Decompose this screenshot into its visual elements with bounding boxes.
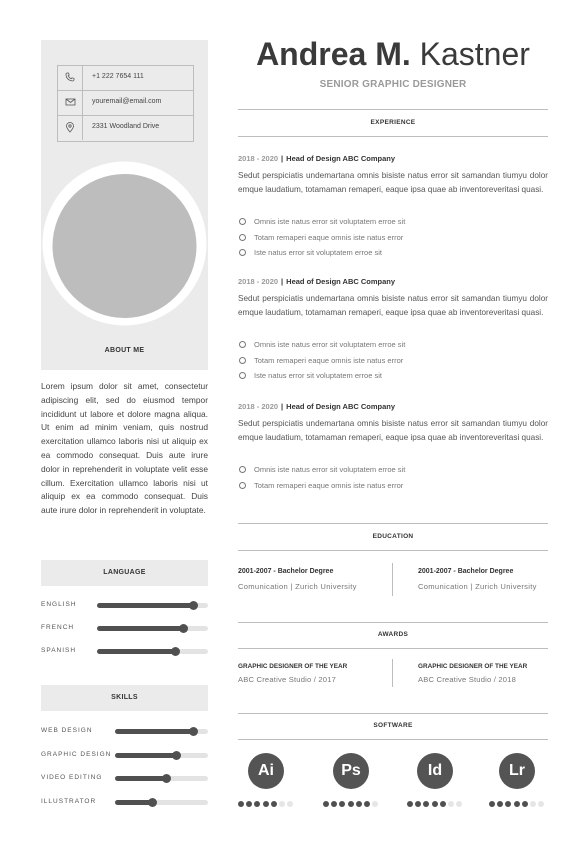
language-label: FRENCH — [41, 624, 75, 631]
rating-dot — [323, 801, 329, 807]
bullet-circle-icon — [239, 466, 246, 473]
job-role: Head of Design ABC Company — [286, 402, 396, 411]
language-level-knob — [179, 624, 188, 633]
illustrator-icon: Ai — [248, 753, 284, 789]
bullet-circle-icon — [239, 341, 246, 348]
skill-level-fill — [115, 753, 176, 758]
skill-level-knob — [148, 798, 157, 807]
divider — [238, 648, 548, 649]
job-bullet-text: Omnis iste natus error sit voluptatem erroe sit — [254, 340, 406, 349]
first-name: Andrea M. — [256, 36, 411, 72]
bullet-circle-icon — [239, 372, 246, 379]
skills-heading: SKILLS — [41, 685, 208, 711]
rating-dot — [246, 801, 252, 807]
rating-dot — [514, 801, 520, 807]
job-separator: | — [281, 277, 284, 286]
skill-level-bar — [115, 800, 208, 805]
education-school: Comunication | Zurich University — [418, 582, 537, 591]
rating-dot — [372, 801, 378, 807]
skill-label: VIDEO EDITING — [41, 774, 103, 781]
bullet-circle-icon — [239, 482, 246, 489]
divider — [238, 622, 548, 623]
bullet-circle-icon — [239, 218, 246, 225]
skill-level-bar — [115, 753, 208, 758]
rating-dot — [271, 801, 277, 807]
language-level-fill — [97, 603, 194, 608]
rating-dot — [522, 801, 528, 807]
job-bullet — [239, 465, 539, 475]
phone-icon — [58, 66, 83, 90]
award-title: GRAPHIC DESIGNER OF THE YEAR — [238, 663, 348, 670]
skill-label: GRAPHIC DESIGN — [41, 751, 112, 758]
job-bullet — [239, 481, 539, 491]
rating-dot — [339, 801, 345, 807]
skill-label: WEB DESIGN — [41, 727, 93, 734]
divider — [238, 136, 548, 137]
rating-dot — [415, 801, 421, 807]
candidate-name — [238, 36, 548, 73]
job-heading — [238, 402, 395, 411]
job-bullet — [239, 217, 539, 227]
skill-level-knob — [189, 727, 198, 736]
job-bullet-text: Totam remaperi eaque omnis iste natus error — [254, 480, 404, 490]
skill-level-bar — [115, 729, 208, 734]
job-bullet — [239, 248, 539, 258]
job-bullet — [239, 340, 539, 350]
job-bullet-text: Iste natus error sit voluptatem erroe sit — [254, 248, 382, 257]
rating-dot — [263, 801, 269, 807]
divider — [238, 739, 548, 740]
skill-label: ILLUSTRATOR — [41, 798, 97, 805]
rating-dot — [448, 801, 454, 807]
rating-dot — [364, 801, 370, 807]
photo-placeholder — [53, 174, 197, 318]
language-level-bar — [97, 603, 208, 608]
rating-dot — [489, 801, 495, 807]
language-level-knob — [171, 647, 180, 656]
rating-dot — [407, 801, 413, 807]
bullet-circle-icon — [239, 249, 246, 256]
contact-email-row — [58, 91, 193, 116]
job-separator: | — [281, 402, 284, 411]
job-description: Sedut perspiciatis undemartana omnis bisiste natus error sit samandan tiumyu dolor emque laudatium, totamaman remaperi, eaque ipsa quae ab inventoreveritasi quasi. — [238, 294, 548, 317]
lightroom-icon: Lr — [499, 753, 535, 789]
job-description: Sedut perspiciatis undemartana omnis bisiste natus error sit samandan tiumyu dolor emque laudatium, totamaman remaperi, eaque ipsa quae ab inventoreveritasi quasi. — [238, 171, 548, 194]
rating-dot — [456, 801, 462, 807]
rating-dot — [356, 801, 362, 807]
language-level-knob — [189, 601, 198, 610]
divider — [238, 713, 548, 714]
software-rating — [323, 801, 383, 807]
language-level-bar — [97, 649, 208, 654]
software-rating — [407, 801, 467, 807]
language-level-fill — [97, 626, 184, 631]
job-bullet — [239, 371, 539, 381]
rating-dot — [331, 801, 337, 807]
job-years: 2018 - 2020 — [238, 154, 279, 163]
job-years: 2018 - 2020 — [238, 402, 279, 411]
education-heading: EDUCATION — [372, 533, 414, 540]
contact-address-row — [58, 116, 193, 141]
divider — [238, 109, 548, 110]
skill-level-knob — [172, 751, 181, 760]
contact-address: 2331 Woodland Drive — [92, 123, 160, 130]
photoshop-icon: Ps — [333, 753, 369, 789]
contact-email: youremail@email.com — [92, 98, 162, 105]
contact-box — [57, 65, 194, 142]
contact-phone: +1 222 7654 111 — [92, 73, 144, 80]
award-org: ABC Creative Studio / 2018 — [418, 675, 517, 684]
job-bullet-text: Iste natus error sit voluptatem erroe sit — [254, 371, 382, 380]
rating-dot — [423, 801, 429, 807]
rating-dot — [505, 801, 511, 807]
rating-dot — [279, 801, 285, 807]
about-heading: ABOUT ME — [41, 338, 208, 364]
location-pin-icon — [58, 116, 83, 140]
software-heading: SOFTWARE — [373, 722, 413, 729]
skill-level-knob — [162, 774, 171, 783]
experience-heading: EXPERIENCE — [370, 119, 416, 126]
rating-dot — [440, 801, 446, 807]
rating-dot — [348, 801, 354, 807]
rating-dot — [287, 801, 293, 807]
job-separator: | — [281, 154, 284, 163]
job-bullet-text: Totam remaperi eaque omnis iste natus error — [254, 355, 404, 365]
rating-dot — [530, 801, 536, 807]
education-degree: 2001-2007 - Bachelor Degree — [238, 568, 334, 575]
software-rating — [238, 801, 298, 807]
language-level-fill — [97, 649, 176, 654]
language-level-bar — [97, 626, 208, 631]
about-text: Lorem ipsum dolor sit amet, consectetur adipiscing elit, sed do eiusmod tempor incididunt ut labore et dolore magna aliqua. Ut enim ad minim veniam, quis nostrud exercitation ullamco laboris nisi ut aliquip ex ea commodo consequat. Duis aute irure dolor in reprehenderit in voluptate velit esse cillum. Exercitation ullamco laboris nisi ut aliquip ex ea commodo consequat. Duis aute irure dolor in reprehenderit in voluptate. — [41, 381, 208, 516]
job-bullet-text: Omnis iste natus error sit voluptatem erroe sit — [254, 217, 406, 226]
job-bullet-text: Totam remaperi eaque omnis iste natus error — [254, 232, 404, 242]
mail-icon — [58, 91, 83, 115]
job-bullet — [239, 233, 539, 243]
job-heading — [238, 154, 395, 163]
rating-dot — [538, 801, 544, 807]
software-rating — [489, 801, 549, 807]
rating-dot — [254, 801, 260, 807]
profile-photo — [41, 160, 208, 327]
skill-level-fill — [115, 800, 152, 805]
skill-level-bar — [115, 776, 208, 781]
divider — [238, 550, 548, 551]
rating-dot — [238, 801, 244, 807]
rating-dot — [432, 801, 438, 807]
education-degree: 2001-2007 - Bachelor Degree — [418, 568, 514, 575]
education-school: Comunication | Zurich University — [238, 582, 357, 591]
job-bullet — [239, 356, 539, 366]
job-bullet-text: Omnis iste natus error sit voluptatem erroe sit — [254, 465, 406, 474]
language-heading: LANGUAGE — [41, 560, 208, 586]
job-title: SENIOR GRAPHIC DESIGNER — [319, 79, 467, 90]
job-role: Head of Design ABC Company — [286, 154, 396, 163]
divider — [238, 523, 548, 524]
bullet-circle-icon — [239, 234, 246, 241]
language-label: SPANISH — [41, 647, 77, 654]
skill-level-fill — [115, 776, 166, 781]
job-heading — [238, 277, 395, 286]
column-separator — [392, 563, 393, 596]
rating-dot — [497, 801, 503, 807]
award-title: GRAPHIC DESIGNER OF THE YEAR — [418, 663, 528, 670]
contact-phone-row — [58, 66, 193, 91]
bullet-circle-icon — [239, 357, 246, 364]
language-label: ENGLISH — [41, 601, 77, 608]
awards-heading: AWARDS — [377, 631, 409, 638]
column-separator — [392, 659, 393, 687]
skill-level-fill — [115, 729, 193, 734]
award-org: ABC Creative Studio / 2017 — [238, 675, 337, 684]
job-description: Sedut perspiciatis undemartana omnis bisiste natus error sit samandan tiumyu dolor emque laudatium, totamaman remaperi, eaque ipsa quae ab inventoreveritasi quasi. — [238, 419, 548, 442]
job-years: 2018 - 2020 — [238, 277, 279, 286]
indesign-icon: Id — [417, 753, 453, 789]
job-role: Head of Design ABC Company — [286, 277, 396, 286]
last-name: Kastner — [419, 36, 530, 72]
